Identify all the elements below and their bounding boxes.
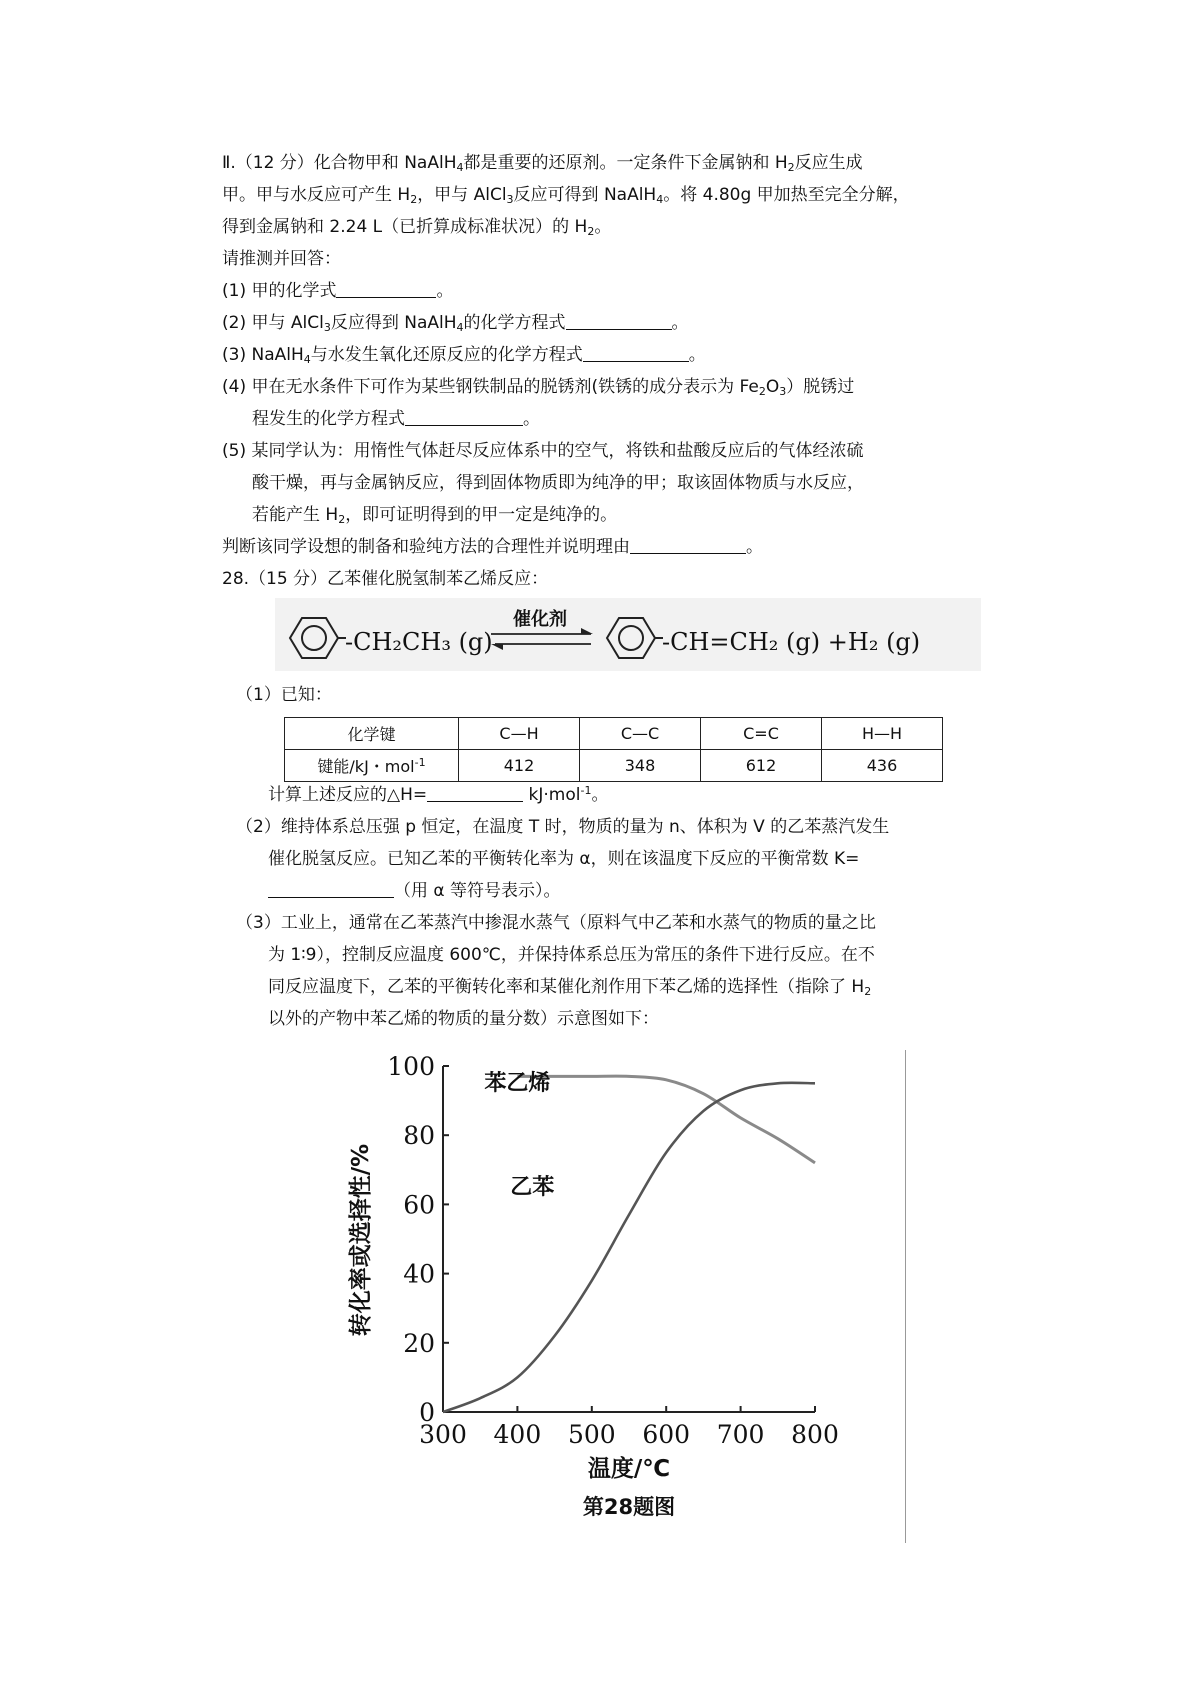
figure-divider — [905, 1050, 906, 1543]
chart-svg — [340, 1040, 900, 1530]
x-tick-label: 800 — [791, 1420, 839, 1449]
series-label: 苯乙烯 — [484, 1071, 551, 1097]
table-cell: 化学键 — [285, 718, 459, 750]
y-axis-label: 转化率或选择性/% — [348, 1143, 374, 1337]
answer-blank-q3[interactable] — [583, 343, 689, 362]
answer-blank-equilibrium-constant[interactable] — [268, 879, 394, 898]
part2-line-1: Ⅱ.（12 分）化合物甲和 NaAlH$_4$都是重要的还原剂。一定条件下金属钠和 $H_2$反应生成 — [222, 153, 863, 174]
product-formula: -CH=CH₂ (g) +H₂ (g) — [662, 628, 921, 656]
part2-prompt: 请推测并回答： — [222, 249, 341, 269]
reverse-arrow-icon — [491, 644, 503, 650]
table-cell: 键能/kJ・mol$^{-1}$ — [285, 750, 459, 782]
x-tick-label: 700 — [716, 1420, 765, 1449]
q28-part-3-line-3: 同反应温度下，乙苯的平衡转化率和某催化剂作用下苯乙烯的选择性（指除了 $H_2$ — [268, 977, 872, 998]
y-tick-label: 0 — [419, 1398, 435, 1427]
table-row — [285, 718, 943, 750]
answer-blank-q2[interactable] — [566, 311, 672, 330]
q28-header: 28.（15 分）乙苯催化脱氢制苯乙烯反应： — [222, 569, 549, 589]
question-2: (2) 甲与 AlCl$_3$反应得到 NaAlH$_4$的化学方程式 。 — [222, 313, 689, 334]
x-tick-label: 300 — [419, 1420, 467, 1449]
x-tick-label: 600 — [642, 1420, 691, 1449]
part2-line-3: 得到金属钠和 2.24 L（已折算成标准状况）的 $H_2$。 — [222, 217, 612, 238]
bond-energy-table — [284, 717, 943, 782]
table-cell: 612 — [701, 750, 822, 782]
q28-part-1-label: （1）已知： — [236, 685, 332, 705]
y-tick-label: 20 — [403, 1328, 435, 1358]
chart-caption: 第28题图 — [582, 1495, 676, 1519]
question-5-line-1: (5) 某同学认为：用惰性气体赶尽反应体系中的空气，将铁和盐酸反应后的气体经浓硫 — [222, 441, 864, 461]
x-tick-label: 500 — [567, 1420, 616, 1449]
benzene-ring-icon — [290, 618, 338, 658]
question-4-line-1: (4) 甲在无水条件下可作为某些钢铁制品的脱锈剂(铁锈的成分表示为 $Fe_2O_3$）脱锈过 — [222, 377, 855, 398]
table-cell: 348 — [580, 750, 701, 782]
q28-part-3-line-2: 为 1∶9），控制反应温度 600℃，并保持体系总压为常压的条件下进行反应。在不 — [268, 945, 875, 965]
y-tick-label: 60 — [403, 1190, 435, 1220]
question-3: (3) NaAlH$_4$与水发生氧化还原反应的化学方程式 。 — [222, 345, 706, 366]
reactant-formula: -CH₂CH₃ (g) — [345, 628, 493, 656]
q28-part-2-line-3: （用 α 等符号表示）。 — [268, 876, 561, 906]
x-axis-label: 温度/℃ — [587, 1456, 671, 1482]
series-label: 乙苯 — [510, 1175, 555, 1201]
answer-blank-q4[interactable] — [405, 407, 523, 426]
y-tick-label: 40 — [403, 1259, 435, 1289]
forward-arrow-icon — [581, 628, 593, 634]
table-cell: H—H — [822, 718, 943, 750]
table-cell: 412 — [459, 750, 580, 782]
table-cell: C=C — [701, 718, 822, 750]
reaction-equation — [275, 598, 981, 671]
catalyst-label: 催化剂 — [513, 609, 567, 630]
question-5-line-4: 判断该同学设想的制备和验纯方法的合理性并说明理由 。 — [222, 537, 763, 557]
benzene-ring-icon — [607, 618, 655, 658]
conversion-selectivity-chart — [340, 1040, 900, 1534]
series-line-styrene — [517, 1076, 815, 1163]
q28-part-2-line-2: 催化脱氢反应。已知乙苯的平衡转化率为 α，则在该温度下反应的平衡常数 K= — [268, 849, 860, 869]
y-tick-label: 80 — [403, 1121, 435, 1151]
part2-line-2: 甲。甲与水反应可产生 $H_2$，甲与 AlCl$_3$反应可得到 NaAlH$_4$。将 4.80g 甲加热至完全分解， — [222, 185, 910, 206]
y-tick-label: 100 — [387, 1052, 435, 1081]
q28-part-2-line-1: （2）维持体系总压强 p 恒定，在温度 T 时，物质的量为 n、体积为 V 的乙苯蒸汽发生 — [236, 817, 890, 837]
answer-blank-q1[interactable] — [336, 279, 436, 298]
question-5-line-2: 酸干燥，再与金属钠反应，得到固体物质即为纯净的甲；取该固体物质与水反应， — [252, 473, 864, 493]
q28-part-3-line-1: （3）工业上，通常在乙苯蒸汽中掺混水蒸气（原料气中乙苯和水蒸气的物质的量之比 — [236, 913, 876, 933]
x-tick-label: 400 — [493, 1420, 542, 1449]
q28-part-3-line-4: 以外的产物中苯乙烯的物质的量分数）示意图如下： — [268, 1009, 659, 1029]
q28-part-1-calc: 计算上述反应的△H= kJ·mol$^{-1}$。 — [268, 784, 609, 805]
answer-blank-enthalpy[interactable] — [427, 783, 523, 802]
table-cell: 436 — [822, 750, 943, 782]
answer-blank-q5[interactable] — [630, 535, 746, 554]
table-row — [285, 750, 943, 782]
question-1: (1) 甲的化学式 。 — [222, 281, 454, 301]
question-4-line-2: 程发生的化学方程式 。 — [252, 409, 540, 429]
table-cell: C—H — [459, 718, 580, 750]
series-line-ethylbenzene — [443, 1083, 815, 1412]
question-5-line-3: 若能产生 $H_2$，即可证明得到的甲一定是纯净的。 — [252, 505, 618, 526]
table-cell: C—C — [580, 718, 701, 750]
